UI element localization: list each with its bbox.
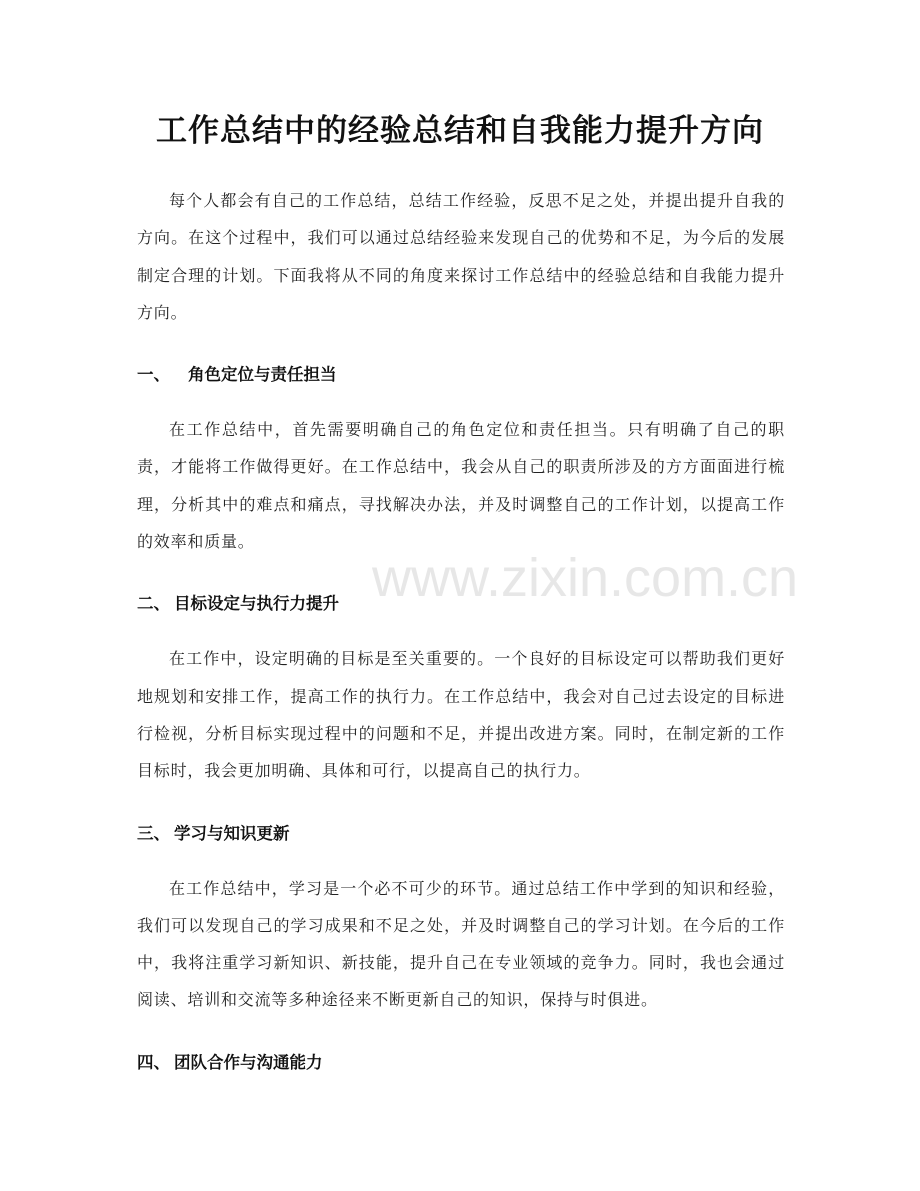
section-number: 一、: [137, 365, 170, 385]
section-heading-1: [137, 363, 785, 387]
section-paragraph-3: 在工作总结中，学习是一个必不可少的环节。通过总结工作中学到的知识和经验，我们可以发现自己的学习成果和不足之处，并及时调整自己的学习计划。在今后的工作中，我将注重学习新知识、新技能，提升自己在专业领域的竞争力。同时，我也会通过阅读、培训和交流等多种途径来不断更新自己的知识，保持与时俱进。: [137, 878, 785, 1010]
intro-paragraph: 每个人都会有自己的工作总结，总结工作经验，反思不足之处，并提出提升自我的方向。在这个过程中，我们可以通过总结经验来发现自己的优势和不足，为今后的发展制定合理的计划。下面我将从不同的角度来探讨工作总结中的经验总结和自我能力提升方向。: [137, 191, 785, 322]
section-number: 二、: [137, 594, 170, 614]
page-title: 工作总结中的经验总结和自我能力提升方向: [156, 113, 764, 149]
section-title: 目标设定与执行力提升: [174, 594, 339, 614]
section-heading-3: [137, 822, 785, 846]
section-paragraph-1: 在工作总结中，首先需要明确自己的角色定位和责任担当。只有明确了自己的职责，才能将工作做得更好。在工作总结中，我会从自己的职责所涉及的方方面面进行梳理，分析其中的难点和痛点，寻找解决办法，并及时调整自己的工作计划，以提高工作的效率和质量。: [137, 420, 785, 552]
section-title: 团队合作与沟通能力: [174, 1052, 323, 1072]
section-number: 四、: [137, 1052, 170, 1072]
section-title: 角色定位与责任担当: [188, 365, 337, 385]
watermark-text: www.zixin.com.cn: [372, 548, 799, 608]
section-title: 学习与知识更新: [174, 823, 290, 843]
section-heading-4: [137, 1051, 785, 1075]
section-number: 三、: [137, 823, 170, 843]
section-heading-2: [137, 592, 785, 616]
document-body: [137, 182, 785, 1075]
section-paragraph-2: 在工作中，设定明确的目标是至关重要的。一个良好的目标设定可以帮助我们更好地规划和安排工作，提高工作的执行力。在工作总结中，我会对自己过去设定的目标进行检视，分析目标实现过程中的问题和不足，并提出改进方案。同时，在制定新的工作目标时，我会更加明确、具体和可行，以提高自己的执行力。: [137, 649, 785, 781]
